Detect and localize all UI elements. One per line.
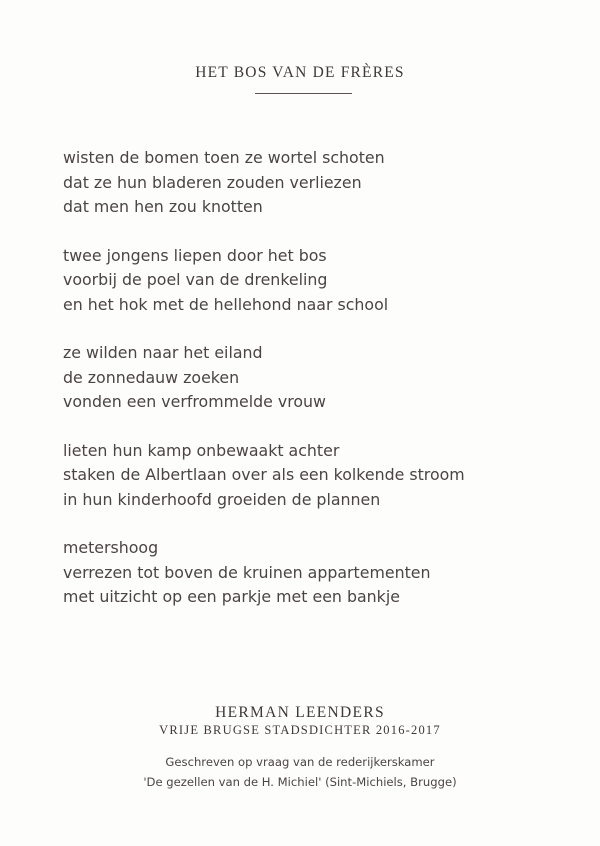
title-underline bbox=[255, 93, 352, 94]
poem-line: vonden een verfrommelde vrouw bbox=[63, 392, 326, 411]
stanza bbox=[63, 341, 583, 415]
poem-line: ze wilden naar het eiland bbox=[63, 343, 263, 362]
poem-line: staken de Albertlaan over als een kolkende stroom bbox=[63, 465, 465, 484]
poem-line: dat ze hun bladeren zouden verliezen bbox=[63, 172, 362, 192]
stanza bbox=[63, 536, 583, 610]
poem-line: dat men hen zou knotten bbox=[63, 197, 263, 216]
credit-line: Geschreven op vraag van de rederijkerskamer bbox=[165, 755, 435, 769]
author-name: HERMAN LEENDERS bbox=[215, 704, 385, 721]
poem-line: met uitzicht op een parkje met een bankje bbox=[63, 587, 400, 606]
poem-line: metershoog bbox=[63, 538, 159, 557]
poem-line: in hun kinderhoofd groeiden de plannen bbox=[63, 489, 381, 509]
stanza bbox=[63, 146, 583, 220]
credit-line: 'De gezellen van de H. Michiel' (Sint-Michiels, Brugge) bbox=[143, 775, 457, 789]
poem-line: wisten de bomen toen ze wortel schoten bbox=[63, 148, 385, 167]
poem-line: twee jongens liepen door het bos bbox=[63, 245, 327, 265]
poem-line: de zonnedauw zoeken bbox=[63, 367, 240, 387]
poem-line: voorbij de poel van de drenkeling bbox=[63, 270, 328, 289]
stanza bbox=[63, 244, 583, 318]
author-role: VRIJE BRUGSE STADSDICHTER 2016-2017 bbox=[159, 723, 441, 737]
poem-body bbox=[63, 146, 583, 634]
poem-line: verrezen tot boven de kruinen appartementen bbox=[63, 562, 431, 582]
poem-line: lieten hun kamp onbewaakt achter bbox=[63, 440, 340, 460]
stanza bbox=[63, 439, 583, 513]
poem-title: HET BOS VAN DE FRÈRES bbox=[195, 64, 405, 81]
poem-line: en het hok met de hellehond naar school bbox=[63, 294, 389, 314]
credit-note bbox=[0, 752, 600, 792]
